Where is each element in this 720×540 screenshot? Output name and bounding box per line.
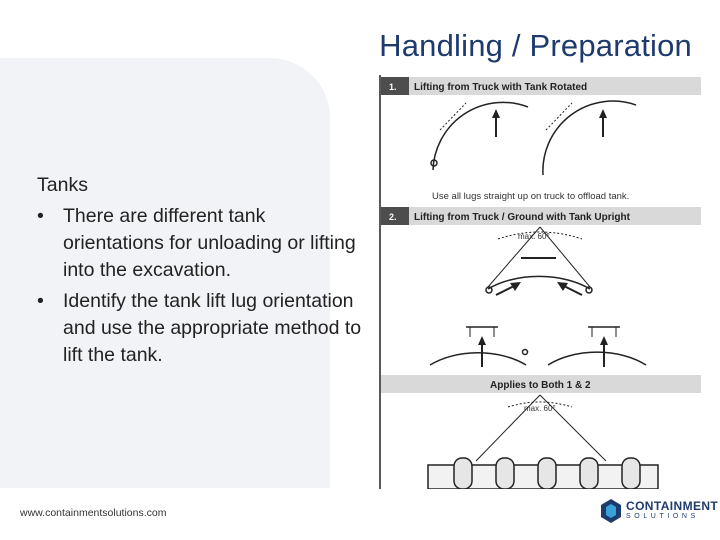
step1-number: 1. [389, 82, 397, 92]
arrow-head [600, 336, 608, 345]
step2-title: Lifting from Truck / Ground with Tank Upright [414, 212, 630, 223]
applies-label: Applies to Both 1 & 2 [490, 380, 591, 391]
footer-url[interactable]: www.containmentsolutions.com [20, 507, 167, 519]
body-text [37, 172, 367, 373]
sling-line [540, 395, 606, 461]
tank-top [430, 353, 526, 365]
arrow-head [492, 109, 500, 118]
step1-caption: Use all lugs straight up on truck to offload tank. [432, 191, 630, 202]
arrow-head [599, 109, 607, 118]
tank-rib [496, 458, 514, 489]
tank-top [548, 352, 646, 365]
step2-number: 2. [389, 212, 397, 222]
lifting-diagram [378, 75, 701, 489]
tank-rib [454, 458, 472, 489]
angle-label: max. 60° [518, 232, 550, 241]
page-title: Handling / Preparation [379, 28, 692, 63]
tank-top [488, 276, 590, 289]
lift-lug [523, 350, 528, 355]
logo-hexagon-icon [600, 498, 622, 524]
sling-line [476, 395, 540, 461]
company-logo [600, 498, 719, 524]
logo-name: CONTAINMENT [626, 499, 719, 513]
step1-title: Lifting from Truck with Tank Rotated [414, 82, 588, 93]
bullet-item: • There are different tank orientations for unloading or lifting into the excavation. [37, 203, 367, 284]
arrow-head [478, 336, 486, 345]
lift-line [440, 103, 466, 130]
bullet-list [37, 203, 367, 369]
logo-sub: SOLUTIONS [626, 513, 699, 520]
tank-end-left [433, 102, 528, 170]
section-heading: Tanks [37, 174, 88, 196]
tank-rib [622, 458, 640, 489]
angle-label: max. 60° [524, 404, 556, 413]
bullet-item: • Identify the tank lift lug orientation and use the appropriate method to lift the tank. [37, 288, 367, 369]
tank-rib [538, 458, 556, 489]
tank-rib [580, 458, 598, 489]
tank-end-right [543, 101, 636, 175]
